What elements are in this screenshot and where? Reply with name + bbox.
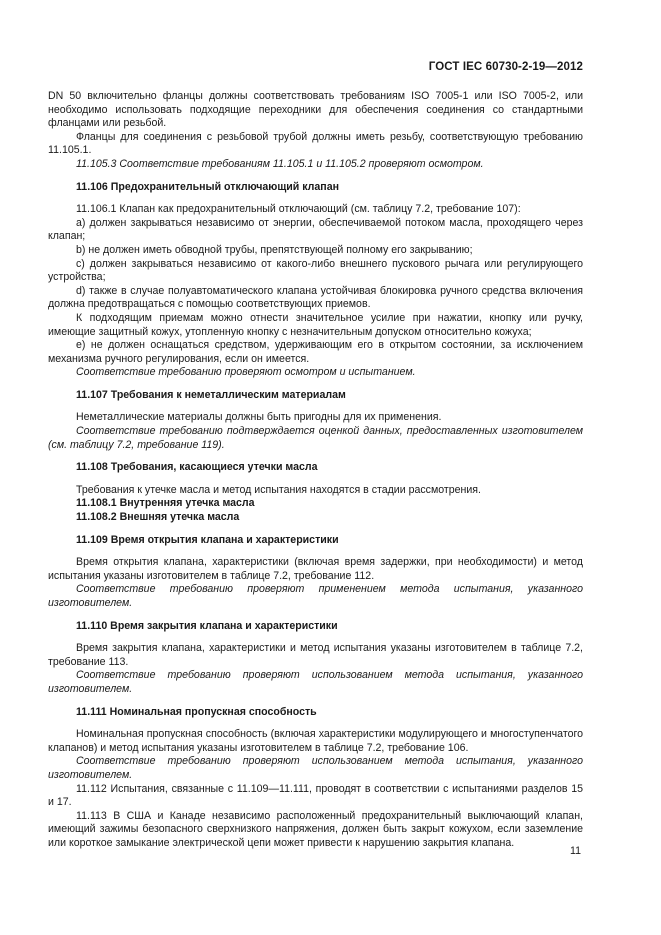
section-heading-11-110: 11.110 Время закрытия клапана и характеристики: [76, 619, 338, 632]
paragraph-11-113: 11.113 В США и Канаде независимо расположенный предохранительный выключающий клапан, имеющий зажимы безопасного сверхнизкого напряжения, должен быть закрыт кожухом, если заземление или короткое замыкание электрической цепи может привести к нарушению закрытия клапана.: [48, 809, 583, 849]
list-item-b: b) не должен иметь обводной трубы, препятствующей полному его закрыванию;: [76, 243, 473, 256]
list-item-c: c) должен закрываться независимо от какого-либо внешнего пускового рычага или регулирующего устройства;: [48, 257, 583, 284]
document-body: [48, 90, 583, 851]
compliance-paragraph: Соответствие требованию проверяют осмотром и испытанием.: [76, 366, 416, 379]
compliance-paragraph: Соответствие требованию проверяют использованием метода испытания, указанного изготовителем.: [48, 669, 583, 695]
section-heading-11-111: 11.111 Номинальная пропускная способность: [76, 705, 317, 718]
section-heading-11-106: 11.106 Предохранительный отключающий клапан: [76, 180, 339, 193]
compliance-paragraph: Соответствие требованию подтверждается оценкой данных, предоставленных изготовителем (см. таблицу 7.2, требование 119).: [48, 425, 583, 451]
paragraph: Время открытия клапана, характеристики (включая время задержки, при необходимости) и метод испытания указаны изготовителем в таблице 7.2, требование 112.: [48, 556, 583, 582]
compliance-paragraph: Соответствие требованию проверяют использованием метода испытания, указанного изготовителем.: [48, 755, 583, 781]
compliance-paragraph: 11.105.3 Соответствие требованиям 11.105.1 и 11.105.2 проверяют осмотром.: [76, 157, 484, 170]
section-heading-11-107: 11.107 Требования к неметаллическим материалам: [76, 388, 346, 401]
list-item-a: a) должен закрываться независимо от энергии, обеспечиваемой потоком масла, проходящего через клапан;: [48, 216, 583, 243]
section-heading-11-109: 11.109 Время открытия клапана и характеристики: [76, 533, 339, 546]
paragraph: DN 50 включительно фланцы должны соответствовать требованиям ISO 7005-1 или ISO 7005-2, или необходимо использовать подходящие переходники для обеспечения соединения со стандартными фланцами или резьбой.: [48, 90, 583, 130]
paragraph: Время закрытия клапана, характеристики и метод испытания указаны изготовителем в таблице 7.2, требование 113.: [48, 642, 583, 668]
subsection-heading-11-108-2: 11.108.2 Внешняя утечка масла: [76, 511, 240, 524]
paragraph-11-112: 11.112 Испытания, связанные с 11.109—11.111, проводят в соответствии с испытаниями разделов 15 и 17.: [48, 782, 583, 809]
paragraph: Фланцы для соединения с резьбовой трубой должны иметь резьбу, соответствующую требованию 11.105.1.: [48, 130, 583, 157]
compliance-paragraph: Соответствие требованию проверяют применением метода испытания, указанного изготовителем.: [48, 583, 583, 609]
paragraph: Неметаллические материалы должны быть пригодны для их применения.: [76, 411, 442, 424]
paragraph: 11.106.1 Клапан как предохранительный отключающий (см. таблицу 7.2, требование 107):: [76, 203, 521, 216]
subsection-heading-11-108-1: 11.108.1 Внутренняя утечка масла: [76, 497, 255, 510]
document-code-header: ГОСТ IEC 60730-2-19—2012: [428, 61, 583, 73]
paragraph: Номинальная пропускная способность (включая характеристики модулирующего и многоступенчатого клапанов) и метод испытания указаны изготовителем в таблице 7.2, требование 106.: [48, 728, 583, 754]
list-item-d: d) также в случае полуавтоматического клапана устойчивая блокировка ручного средства включения должна предотвращаться с помощью соответствующих приемов.: [48, 284, 583, 311]
list-item-e: e) не должен оснащаться средством, удерживающим его в открытом состоянии, за исключением механизма ручного регулирования, если он имеется.: [48, 339, 583, 365]
page-number: 11: [570, 845, 581, 857]
section-heading-11-108: 11.108 Требования, касающиеся утечки масла: [76, 461, 318, 474]
paragraph: К подходящим приемам можно отнести значительное усилие при нажатии, кнопку или ручку, имеющие защитный кожух, утопленную кнопку с незначительным допуском относительно кожуха;: [48, 311, 583, 338]
paragraph: Требования к утечке масла и метод испытания находятся в стадии рассмотрения.: [76, 483, 481, 496]
